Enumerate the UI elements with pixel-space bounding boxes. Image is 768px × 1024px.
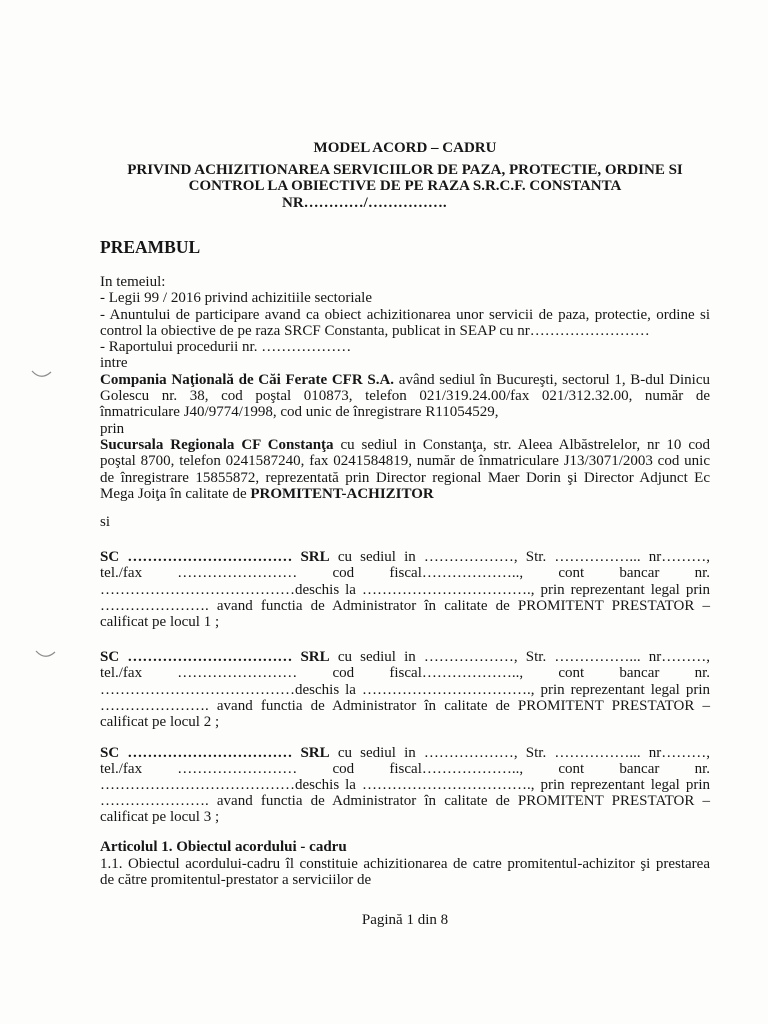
provider-1-line-1 xyxy=(100,549,710,565)
article-1-line-1: 1.1. Obiectul acordului-cadru îl constituie achizitionarea de catre promitentul-achizitor şi prestarea xyxy=(100,855,710,872)
basis-intro: In temeiul: xyxy=(100,274,166,290)
document-title: MODEL ACORD – CADRU xyxy=(313,140,497,156)
branch-role: PROMITENT-ACHIZITOR xyxy=(250,485,434,502)
page-number: Pagină 1 din 8 xyxy=(361,912,449,928)
document-number: NR…………/……………. xyxy=(282,195,447,211)
via-word: prin xyxy=(100,420,125,437)
provider-2-line-1-rest: cu sediul in ………………, Str. ……………... nr………, xyxy=(337,649,711,665)
branch-line-4-start: Mega Joiţa în calitate de xyxy=(100,485,247,502)
and-word: si xyxy=(100,514,111,530)
provider-1-block xyxy=(100,549,710,630)
document-subtitle-line-1: PRIVIND ACHIZITIONAREA SERVICIILOR DE PAZA, PROTECTIE, ORDINE SI xyxy=(127,162,683,178)
provider-2-line-5: calificat pe locul 2 ; xyxy=(100,714,220,730)
provider-2-line-2: tel./fax …………………… cod fiscal……………….., cont bancar nr. xyxy=(100,665,710,682)
provider-1-line-2: tel./fax …………………… cod fiscal……………….., cont bancar nr. xyxy=(100,565,710,582)
scan-mark-upper xyxy=(30,368,54,382)
provider-3-line-4: …………………. avand functia de Administrator în calitate de PROMITENT PRESTATOR – xyxy=(100,793,710,810)
branch-line-1 xyxy=(100,437,710,453)
provider-1-line-3: …………………………………deschis la ……………………………., prin reprezentant legal prin xyxy=(100,581,710,598)
provider-3-line-3: …………………………………deschis la ……………………………., prin reprezentant legal prin xyxy=(100,777,710,794)
provider-2-line-3: …………………………………deschis la ……………………………., prin reprezentant legal prin xyxy=(100,681,710,698)
branch-line-4 xyxy=(100,486,710,502)
preamble-heading: PREAMBUL xyxy=(100,237,201,257)
document-subtitle-line-2: CONTROL LA OBIECTIVE DE PE RAZA S.R.C.F. CONSTANTA xyxy=(188,178,622,194)
provider-1-line-5: calificat pe locul 1 ; xyxy=(100,614,220,630)
provider-2-name: SC …………………………… SRL xyxy=(100,649,330,665)
provider-2-block xyxy=(100,649,710,730)
company-line-1 xyxy=(100,372,710,388)
scan-mark-lower xyxy=(34,648,58,662)
article-1-heading: Articolul 1. Obiectul acordului - cadru xyxy=(100,839,347,855)
branch-line-1-rest: cu sediul in Constanţa, str. Aleea Albăstrelelor, nr 10 cod xyxy=(340,436,710,453)
provider-3-line-2: tel./fax …………………… cod fiscal……………….., cont bancar nr. xyxy=(100,761,710,778)
provider-2-line-4: …………………. avand functia de Administrator în calitate de PROMITENT PRESTATOR – xyxy=(100,697,710,714)
basis-report: - Raportului procedurii nr. ……………… xyxy=(100,339,352,356)
branch-name: Sucursala Regionala CF Constanţa xyxy=(100,436,334,453)
branch-line-3: de înregistrare 15855872, reprezentată prin Director regional Maer Dorin şi Director Adjunct Ec xyxy=(100,469,710,486)
company-line-3: înmatriculare J40/9774/1998, cod unic de înregistrare R11054529, xyxy=(100,404,499,421)
company-name: Compania Naţională de Căi Ferate CFR S.A. xyxy=(100,371,395,388)
provider-3-name: SC …………………………… SRL xyxy=(100,745,330,761)
branch-line-2: poştal 8700, telefon 0241587240, fax 0241584819, număr de înmatriculare J13/3071/2003 cod unic xyxy=(100,453,710,470)
basis-law: - Legii 99 / 2016 privind achizitiile sectoriale xyxy=(100,290,372,307)
company-line-2: Golescu nr. 38, cod poştal 010873, telefon 021/319.24.00/fax 021/312.32.00, număr de xyxy=(100,388,710,405)
between-word: intre xyxy=(100,355,128,372)
basis-notice-line-2: control la obiective de pe raza SRCF Constanta, publicat in SEAP cu nr…………………… xyxy=(100,322,650,339)
basis-notice-line-1: - Anuntului de participare avand ca obiect achizitionarea unor servicii de paza, protectie, ordine si xyxy=(100,306,710,323)
provider-1-line-1-rest: cu sediul in ………………, Str. ……………... nr………, xyxy=(337,549,711,565)
company-line-1-rest: având sediul în Bucureşti, sectorul 1, B-dul Dinicu xyxy=(398,371,711,388)
article-1 xyxy=(100,839,710,889)
article-1-line-2: de către promitentul-prestator a serviciilor de xyxy=(100,872,372,888)
provider-1-name: SC …………………………… SRL xyxy=(100,549,330,565)
provider-3-line-1 xyxy=(100,745,710,761)
provider-1-line-4: …………………. avand functia de Administrator în calitate de PROMITENT PRESTATOR – xyxy=(100,597,710,614)
provider-3-line-1-rest: cu sediul in ………………, Str. ……………... nr………, xyxy=(337,745,711,761)
preamble-body xyxy=(100,274,710,502)
provider-2-line-1 xyxy=(100,649,710,665)
provider-3-line-5: calificat pe locul 3 ; xyxy=(100,809,220,826)
provider-3-block xyxy=(100,745,710,825)
